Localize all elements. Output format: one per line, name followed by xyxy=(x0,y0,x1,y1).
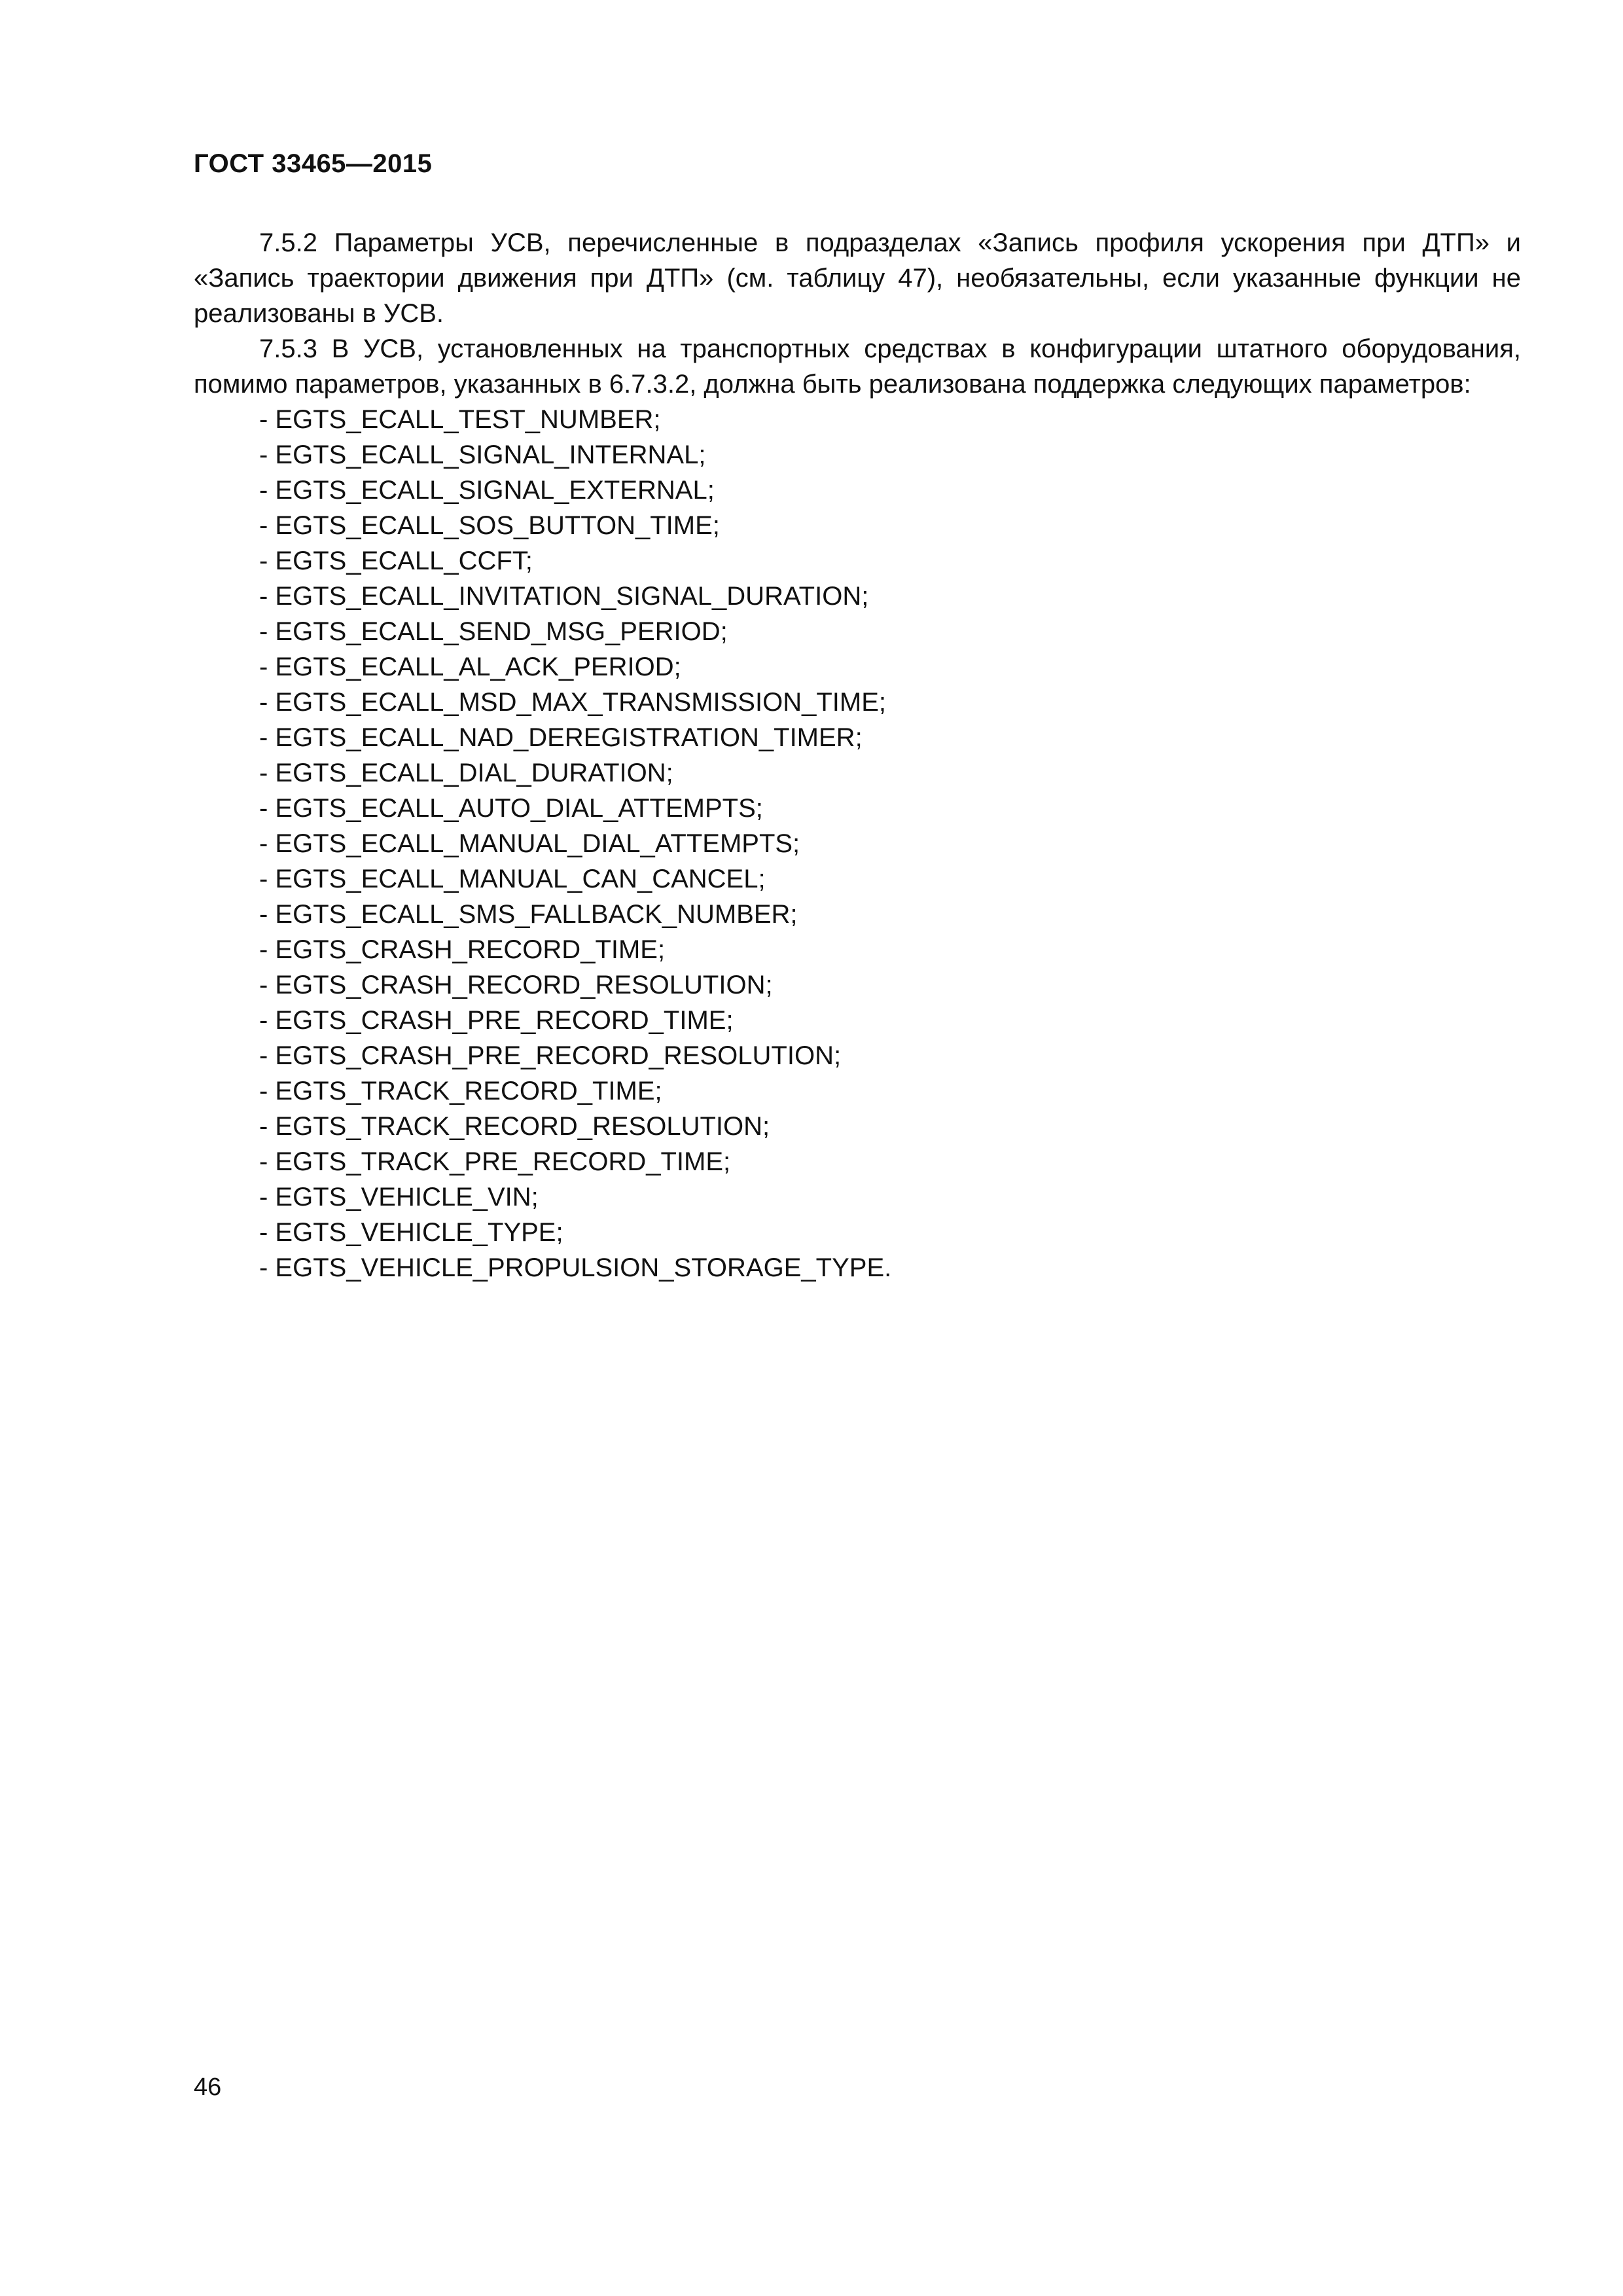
list-item: - EGTS_CRASH_RECORD_TIME; xyxy=(259,935,666,964)
list-item: - EGTS_ECALL_DIAL_DURATION; xyxy=(259,759,673,787)
list-item: - EGTS_ECALL_MANUAL_CAN_CANCEL; xyxy=(259,865,766,893)
list-item: - EGTS_ECALL_MANUAL_DIAL_ATTEMPTS; xyxy=(259,829,800,858)
paragraph-7-5-3: 7.5.3 В УСВ, установленных на транспортных средствах в конфигурации штатного оборудования, помимо параметров, указанных в 6.7.3.2, должна быть реализована поддержка следующих параметров: xyxy=(194,334,1521,399)
list-item: - EGTS_ECALL_TEST_NUMBER; xyxy=(259,405,661,434)
list-item: - EGTS_ECALL_SOS_BUTTON_TIME; xyxy=(259,511,720,540)
list-item: - EGTS_ECALL_MSD_MAX_TRANSMISSION_TIME; xyxy=(259,688,887,717)
list-item: - EGTS_VEHICLE_PROPULSION_STORAGE_TYPE. xyxy=(259,1253,892,1282)
document-body xyxy=(194,225,1521,1285)
list-item: - EGTS_ECALL_SEND_MSG_PERIOD; xyxy=(259,617,728,646)
list-item: - EGTS_VEHICLE_VIN; xyxy=(259,1183,539,1211)
list-item: - EGTS_TRACK_RECORD_RESOLUTION; xyxy=(259,1112,770,1141)
list-item: - EGTS_CRASH_RECORD_RESOLUTION; xyxy=(259,971,773,999)
page-number: 46 xyxy=(194,2073,222,2101)
list-item: - EGTS_VEHICLE_TYPE; xyxy=(259,1218,563,1247)
list-item: - EGTS_ECALL_SMS_FALLBACK_NUMBER; xyxy=(259,900,798,929)
list-item: - EGTS_ECALL_AUTO_DIAL_ATTEMPTS; xyxy=(259,794,763,823)
paragraph-7-5-2: 7.5.2 Параметры УСВ, перечисленные в подразделах «Запись профиля ускорения при ДТП» и «Запись траектории движения при ДТП» (см. таблицу 47), необязательны, если указанные функции не реализованы в УСВ. xyxy=(194,228,1521,328)
list-item: - EGTS_ECALL_NAD_DEREGISTRATION_TIMER; xyxy=(259,723,863,752)
list-item: - EGTS_TRACK_PRE_RECORD_TIME; xyxy=(259,1147,731,1176)
list-item: - EGTS_TRACK_RECORD_TIME; xyxy=(259,1077,662,1105)
document-header: ГОСТ 33465—2015 xyxy=(194,149,433,178)
list-item: - EGTS_ECALL_AL_ACK_PERIOD; xyxy=(259,653,681,681)
list-item: - EGTS_ECALL_SIGNAL_EXTERNAL; xyxy=(259,476,715,505)
list-item: - EGTS_ECALL_INVITATION_SIGNAL_DURATION; xyxy=(259,582,869,611)
list-item: - EGTS_CRASH_PRE_RECORD_RESOLUTION; xyxy=(259,1041,842,1070)
parameter-list xyxy=(194,402,1521,1285)
list-item: - EGTS_CRASH_PRE_RECORD_TIME; xyxy=(259,1006,734,1035)
list-item: - EGTS_ECALL_CCFT; xyxy=(259,547,533,575)
list-item: - EGTS_ECALL_SIGNAL_INTERNAL; xyxy=(259,440,706,469)
